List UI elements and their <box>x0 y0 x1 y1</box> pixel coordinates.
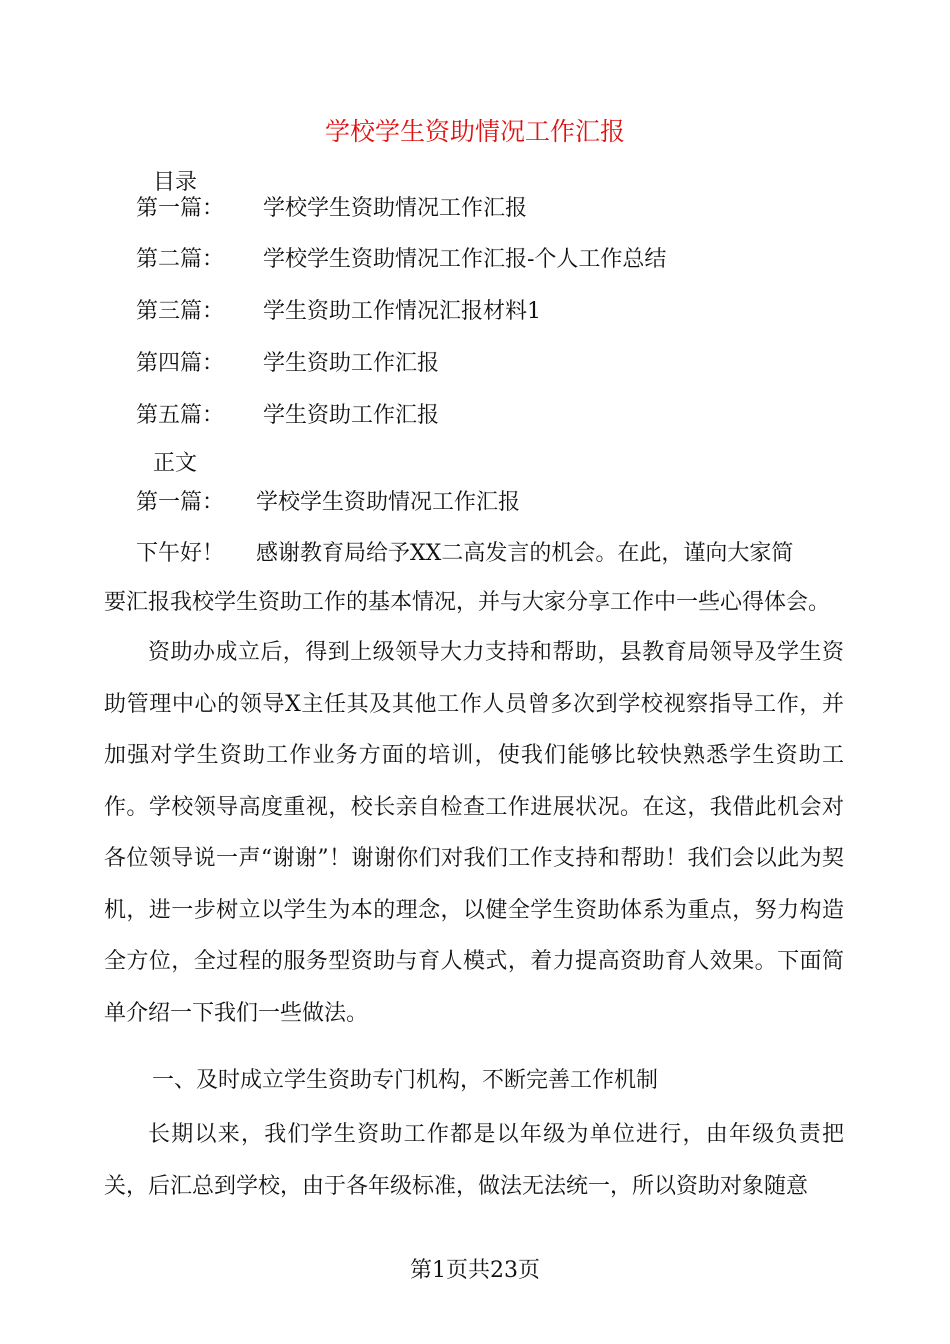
document-title: 学校学生资助情况工作汇报 <box>324 117 625 146</box>
toc-entry-3-title: 学生资助工作情况汇报材料1 <box>263 299 541 324</box>
body-paragraph: 资助办成立后，得到上级领导大力支持和帮助，县教育局领导及学生资助管理中心的领导X主任其及其他工作人员曾多次到学校视察指导工作，并加强对学生资助工作业务方面的培训，使我们能够比较快熟悉学生资助工作。学校领导高度重视，校长亲自检查工作进展状况。在这，我借此机会对各位领导说一声“谢谢”！谢谢你们对我们工作支持和帮助！我们会以此为契机，进一步树立以学生为本的理念，以健全学生资助体系为重点，努力构造全方位，全过程的服务型资助与育人模式，着力提高资助育人效果。下面简单介绍一下我们一些做法。 <box>104 640 844 1026</box>
toc-heading: 目录 <box>153 170 198 195</box>
toc-entry-5-title: 学生资助工作汇报 <box>263 403 440 428</box>
intro-line-2: 要汇报我校学生资助工作的基本情况，并与大家分享工作中一些心得体会。 <box>104 590 831 615</box>
body-paragraph: 长期以来，我们学生资助工作都是以年级为单位进行，由年级负责把关，后汇总到学校，由于各年级标准，做法无法统一，所以资助对象随意 <box>104 1122 844 1199</box>
greeting: 下午好！ <box>136 541 225 566</box>
toc-entry-4-number: 第四篇： <box>136 351 225 376</box>
toc-entry-2-title: 学校学生资助情况工作汇报-个人工作总结 <box>263 247 667 272</box>
toc-entry-4-title: 学生资助工作汇报 <box>263 351 440 376</box>
section-title: 学校学生资助情况工作汇报 <box>256 490 521 515</box>
toc-entry-2-number: 第二篇： <box>136 247 225 272</box>
toc-entry-5-number: 第五篇： <box>136 403 225 428</box>
page-footer: 第1页共23页 <box>410 1258 540 1283</box>
toc-entry-1-number: 第一篇： <box>136 196 225 221</box>
section-number: 第一篇： <box>136 490 225 515</box>
toc-entry-1-title: 学校学生资助情况工作汇报 <box>263 196 528 221</box>
section-heading: 一、及时成立学生资助专门机构，不断完善工作机制 <box>152 1068 659 1093</box>
body-heading: 正文 <box>153 451 198 476</box>
intro-line-1: 感谢教育局给予XX二高发言的机会。在此，谨向大家简 <box>256 541 794 566</box>
toc-entry-3-number: 第三篇： <box>136 299 225 324</box>
